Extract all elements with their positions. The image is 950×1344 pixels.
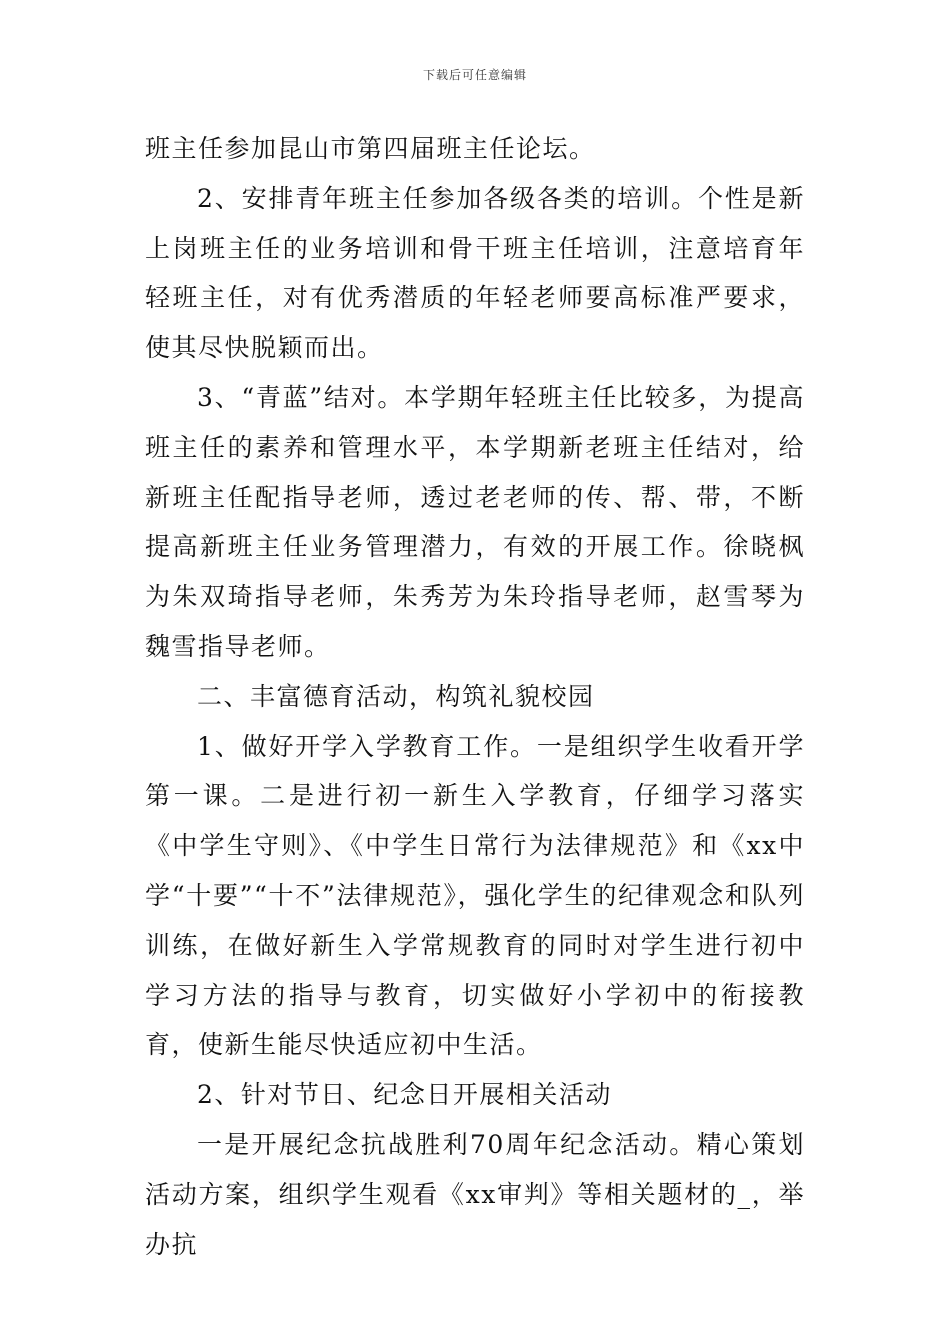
subsection-heading: 2、针对节日、纪念日开展相关活动: [197, 1080, 612, 1110]
paragraph: 1、做好开学入学教育工作。一是组织学生收看开学第一课。二是进行初一新生入学教育，仔细学习落实《中学生守则》、《中学生日常行为法律规范》和《xx中学“十要”“十不”法律规范》，强化学生的纪律观念和队列训练，在做好新生入学常规教育的同时对学生进行初中学习方法的指导与教育，切实做好小学初中的衔接教育，使新生能尽快适应初中生活。: [145, 731, 805, 1060]
section-heading: 二、丰富德育活动，构筑礼貌校园: [197, 681, 595, 711]
paragraph: 一是开展纪念抗战胜利70周年纪念活动。精心策划活动方案，组织学生观看《xx审判》等相关题材的_，举办抗: [145, 1129, 805, 1259]
paragraph: 班主任参加昆山市第四届班主任论坛。: [145, 134, 596, 163]
document-body: [145, 124, 805, 1269]
paragraph: 3、“青蓝”结对。本学期年轻班主任比较多，为提高班主任的素养和管理水平，本学期新老班主任结对，给新班主任配指导老师，透过老老师的传、帮、带，不断提高新班主任业务管理潜力，有效的开展工作。徐晓枫为朱双琦指导老师，朱秀芳为朱玲指导老师，赵雪琴为魏雪指导老师。: [145, 382, 805, 661]
paragraph: 2、安排青年班主任参加各级各类的培训。个性是新上岗班主任的业务培训和骨干班主任培训，注意培育年轻班主任，对有优秀潜质的年轻老师要高标准严要求，使其尽快脱颖而出。: [145, 183, 805, 363]
page-header: 下载后可任意编辑: [422, 68, 527, 82]
